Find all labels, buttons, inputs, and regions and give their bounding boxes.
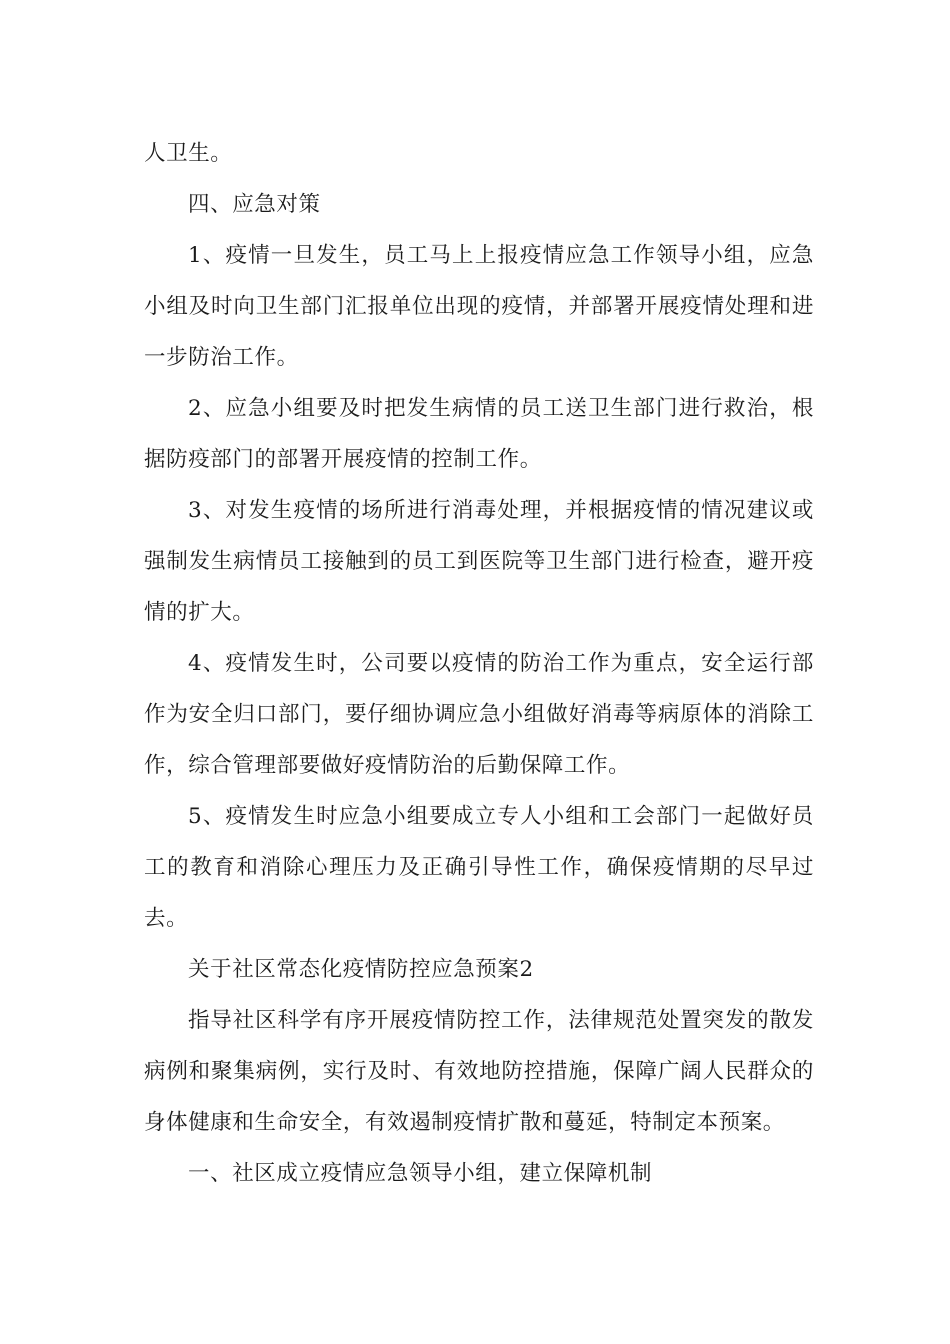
paragraph-measure-2: 2、应急小组要及时把发生病情的员工送卫生部门进行救治，根据防疫部门的部署开展疫情的控制工作。 [144, 396, 814, 472]
document-body [144, 128, 814, 1199]
section-heading-emergency-measures: 四、应急对策 [188, 192, 321, 217]
paragraph-measure-4: 4、疫情发生时，公司要以疫情的防治工作为重点，安全运行部作为安全归口部门，要仔细协调应急小组做好消毒等病原体的消除工作，综合管理部要做好疫情防治的后勤保障工作。 [144, 651, 814, 778]
paragraph-measure-5: 5、疫情发生时应急小组要成立专人小组和工会部门一起做好员工的教育和消除心理压力及正确引导性工作，确保疫情期的尽早过去。 [144, 804, 814, 931]
paragraph-measure-3: 3、对发生疫情的场所进行消毒处理，并根据疫情的情况建议或强制发生病情员工接触到的员工到医院等卫生部门进行检查，避开疫情的扩大。 [144, 498, 814, 625]
paragraph-measure-1: 1、疫情一旦发生，员工马上上报疫情应急工作领导小组，应急小组及时向卫生部门汇报单位出现的疫情，并部署开展疫情处理和进一步防治工作。 [144, 243, 814, 370]
paragraph-intro: 指导社区科学有序开展疫情防控工作，法律规范处置突发的散发病例和聚集病例，实行及时、有效地防控措施，保障广阔人民群众的身体健康和生命安全，有效遏制疫情扩散和蔓延，特制定本预案。 [144, 1008, 814, 1135]
section-heading-leadership-group: 一、社区成立疫情应急领导小组，建立保障机制 [188, 1161, 653, 1186]
document-title-plan-2: 关于社区常态化疫情防控应急预案2 [188, 957, 534, 982]
paragraph-continuation: 人卫生。 [144, 141, 233, 166]
